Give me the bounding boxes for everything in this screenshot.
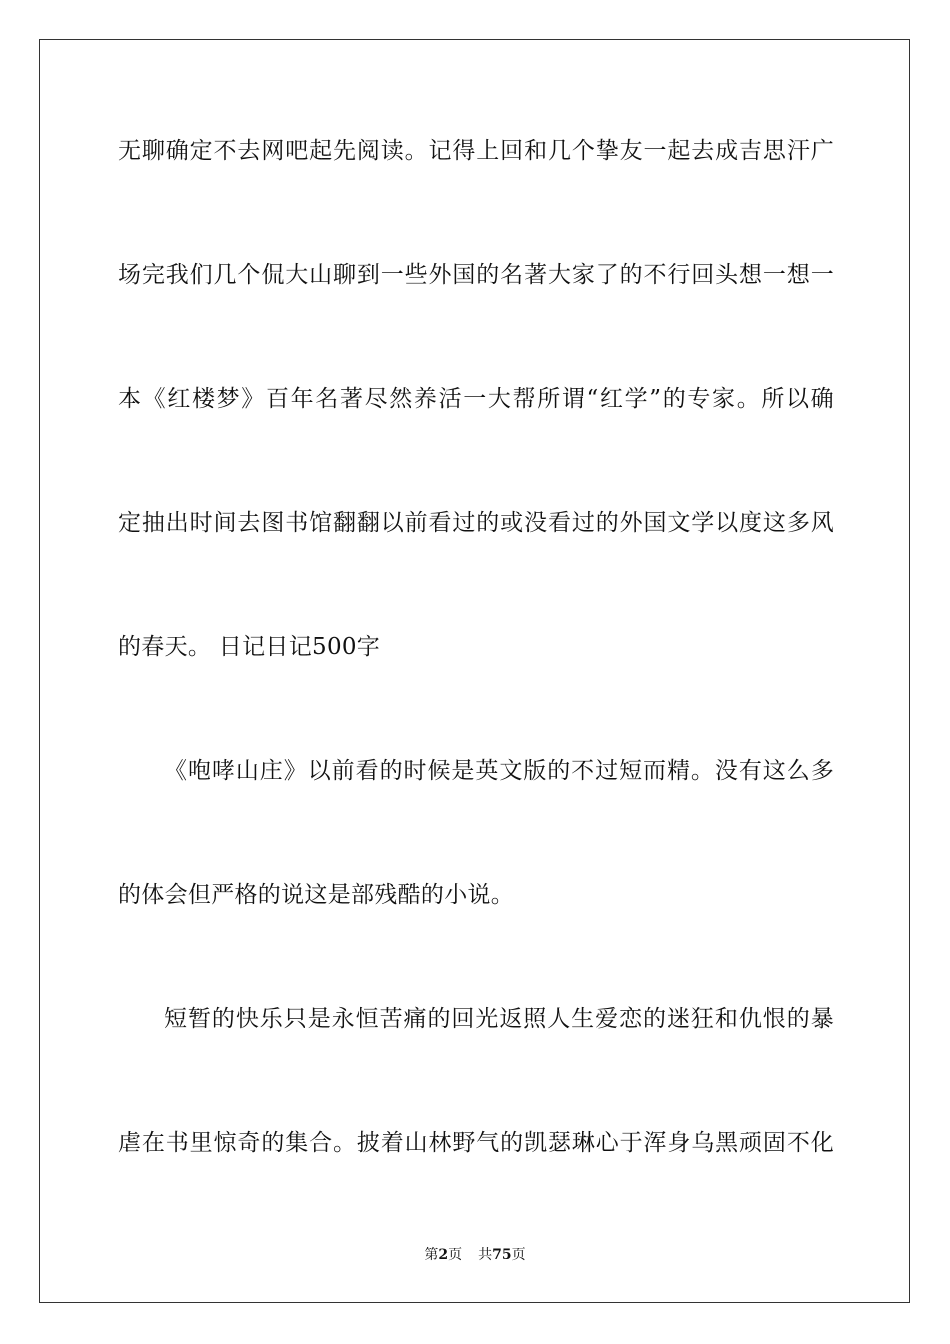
paragraph-line-9: 虐在书里惊奇的集合。披着山林野气的凯瑟琳心于浑身乌黑顽固不化 [118, 1130, 834, 1156]
page-footer [0, 1246, 950, 1264]
page-suffix: 页 [448, 1247, 463, 1263]
total-suffix: 页 [511, 1247, 526, 1263]
paragraph-line-2: 场完我们几个侃大山聊到一些外国的名著大家了的不行回头想一想一 [118, 262, 834, 288]
paragraph-line-3: 本《红楼梦》百年名著尽然养活一大帮所谓“红学”的专家。所以确 [118, 386, 834, 412]
paragraph-line-8: 短暂的快乐只是永恒苦痛的回光返照人生爱恋的迷狂和仇恨的暴 [164, 1006, 834, 1032]
page-number: 2 [438, 1247, 449, 1263]
paragraph-line-6: 《咆哮山庄》以前看的时候是英文版的不过短而精。没有这么多 [164, 758, 834, 784]
total-pages: 75 [492, 1247, 512, 1263]
paragraph-line-4: 定抽出时间去图书馆翻翻以前看过的或没看过的外国文学以度这多风 [118, 510, 834, 536]
paragraph-line-7: 的体会但严格的说这是部残酷的小说。 [118, 882, 515, 908]
total-prefix: 共 [478, 1247, 493, 1263]
paragraph-line-1: 无聊确定不去网吧起先阅读。记得上回和几个挚友一起去成吉思汗广 [118, 138, 834, 164]
paragraph-line-5: 的春天。 日记日记500字 [118, 634, 381, 660]
page-prefix: 第 [424, 1247, 439, 1263]
page-border [39, 39, 910, 1303]
